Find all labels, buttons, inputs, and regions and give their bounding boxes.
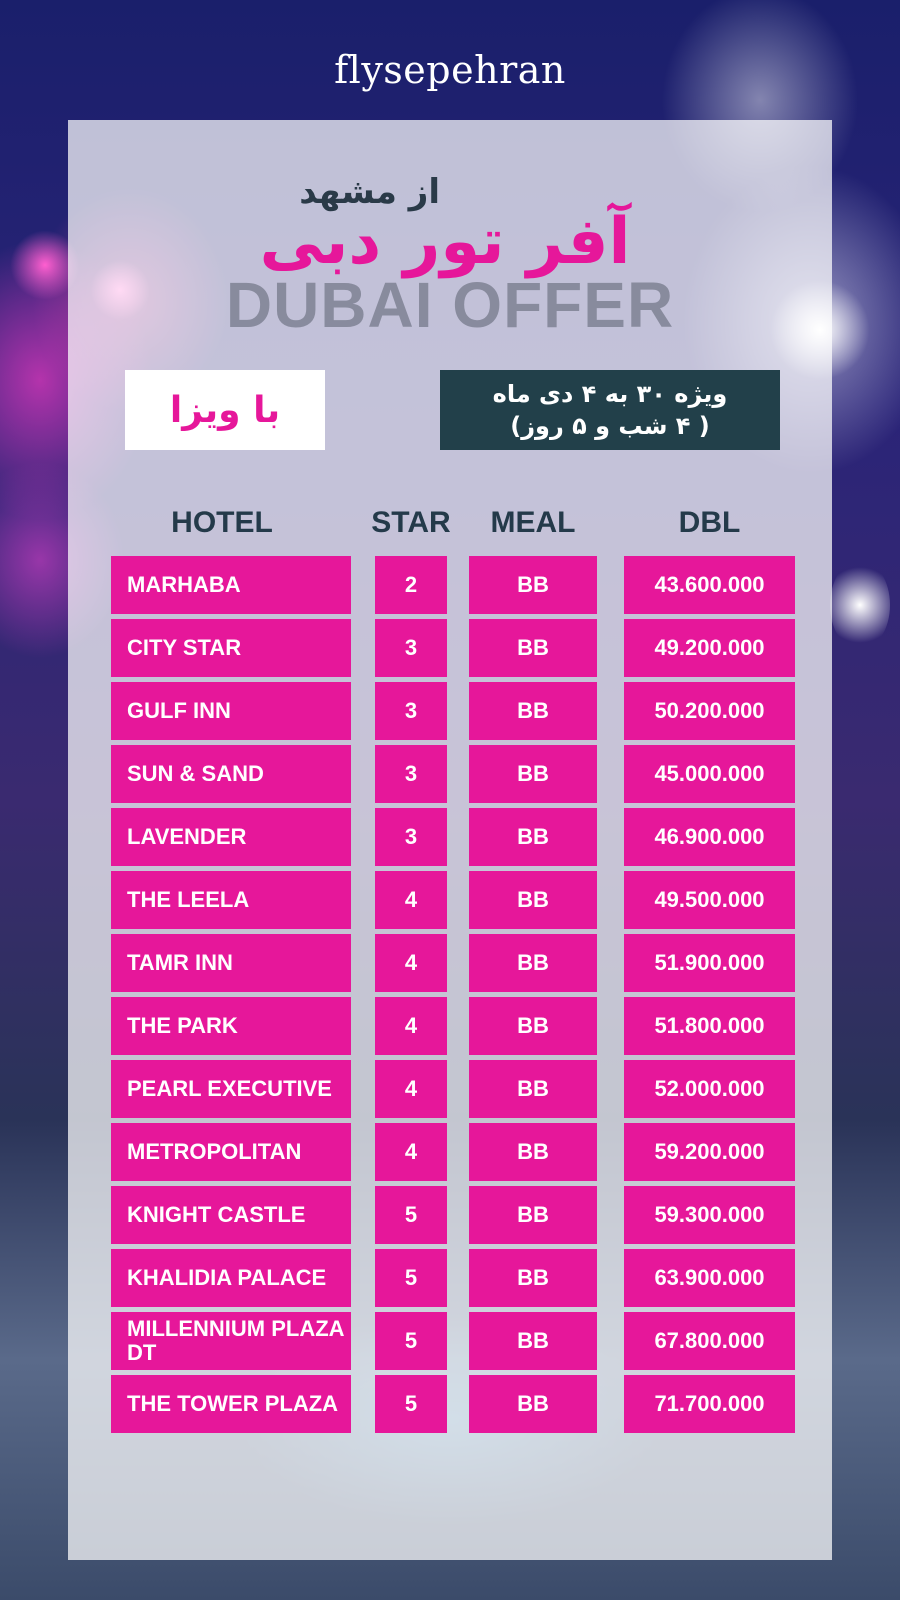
meal-plan: BB (469, 619, 597, 677)
hotel-name: MARHABA (111, 556, 351, 614)
hotel-name: PEARL EXECUTIVE (111, 1060, 351, 1118)
star-rating: 5 (375, 1312, 447, 1370)
table-row (0, 934, 900, 992)
meal-plan: BB (469, 1249, 597, 1307)
hotel-name: THE TOWER PLAZA (111, 1375, 351, 1433)
double-price: 43.600.000 (624, 556, 795, 614)
double-price: 46.900.000 (624, 808, 795, 866)
hotel-name: LAVENDER (111, 808, 351, 866)
star-rating: 5 (375, 1249, 447, 1307)
table-row (0, 745, 900, 803)
meal-plan: BB (469, 1312, 597, 1370)
double-price: 50.200.000 (624, 682, 795, 740)
double-price: 49.500.000 (624, 871, 795, 929)
double-price: 63.900.000 (624, 1249, 795, 1307)
meal-plan: BB (469, 997, 597, 1055)
double-price: 59.200.000 (624, 1123, 795, 1181)
hotel-name: THE PARK (111, 997, 351, 1055)
meal-plan: BB (469, 682, 597, 740)
table-row (0, 871, 900, 929)
double-price: 52.000.000 (624, 1060, 795, 1118)
column-header-meal: MEAL (490, 506, 576, 539)
double-price: 71.700.000 (624, 1375, 795, 1433)
hotel-name: SUN & SAND (111, 745, 351, 803)
hotel-name: CITY STAR (111, 619, 351, 677)
double-price: 49.200.000 (624, 619, 795, 677)
meal-plan: BB (469, 1123, 597, 1181)
meal-plan: BB (469, 1375, 597, 1433)
meal-plan: BB (469, 556, 597, 614)
table-row (0, 556, 900, 614)
star-rating: 4 (375, 871, 447, 929)
meal-plan: BB (469, 871, 597, 929)
meal-plan: BB (469, 1186, 597, 1244)
duration-line: ( ۴ شب و ۵ روز) (510, 412, 710, 440)
double-price: 51.900.000 (624, 934, 795, 992)
double-price: 51.800.000 (624, 997, 795, 1055)
star-rating: 3 (375, 808, 447, 866)
brand-logo: flysepehran (334, 48, 566, 92)
star-rating: 4 (375, 1060, 447, 1118)
star-rating: 3 (375, 682, 447, 740)
column-header-hotel: HOTEL (171, 506, 273, 539)
visa-badge: با ویزا (125, 370, 325, 450)
star-rating: 5 (375, 1375, 447, 1433)
table-row (0, 1312, 900, 1370)
table-row (0, 1249, 900, 1307)
meal-plan: BB (469, 1060, 597, 1118)
table-row (0, 682, 900, 740)
table-row (0, 1123, 900, 1181)
date-banner (440, 370, 780, 450)
hotel-name: GULF INN (111, 682, 351, 740)
star-rating: 4 (375, 1123, 447, 1181)
table-row (0, 808, 900, 866)
offer-title-english: DUBAI OFFER (225, 269, 675, 341)
origin-city-title: از مشهد (299, 172, 440, 212)
table-row (0, 1186, 900, 1244)
double-price: 45.000.000 (624, 745, 795, 803)
star-rating: 4 (375, 934, 447, 992)
hotel-name: TAMR INN (111, 934, 351, 992)
offer-title-persian: آفر تور دبی (259, 205, 631, 279)
double-price: 67.800.000 (624, 1312, 795, 1370)
hotel-name: KNIGHT CASTLE (111, 1186, 351, 1244)
star-rating: 2 (375, 556, 447, 614)
column-header-dbl: DBL (678, 506, 741, 539)
table-row (0, 619, 900, 677)
meal-plan: BB (469, 808, 597, 866)
hotel-name: MILLENNIUM PLAZA DT (111, 1312, 351, 1370)
star-rating: 3 (375, 619, 447, 677)
table-row (0, 997, 900, 1055)
double-price: 59.300.000 (624, 1186, 795, 1244)
hotel-name: THE LEELA (111, 871, 351, 929)
hotel-name: METROPOLITAN (111, 1123, 351, 1181)
table-row (0, 1060, 900, 1118)
hotel-name: KHALIDIA PALACE (111, 1249, 351, 1307)
date-line: ویژه ۳۰ به ۴ دی ماه (492, 379, 728, 408)
star-rating: 5 (375, 1186, 447, 1244)
meal-plan: BB (469, 745, 597, 803)
meal-plan: BB (469, 934, 597, 992)
star-rating: 4 (375, 997, 447, 1055)
star-rating: 3 (375, 745, 447, 803)
column-header-star: STAR (371, 506, 451, 539)
table-row (0, 1375, 900, 1433)
